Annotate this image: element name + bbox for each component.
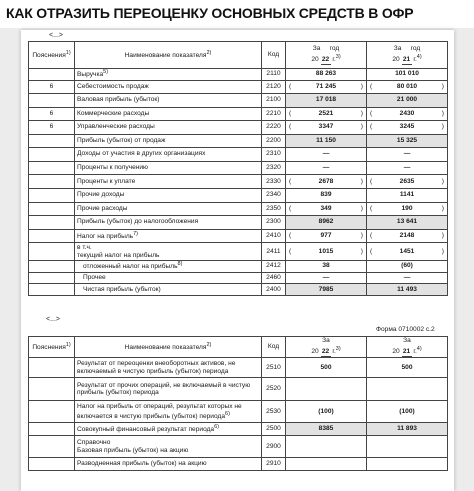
cell-name: [75, 202, 262, 216]
value-text: 2678: [318, 177, 334, 185]
cell-value-period-2: [367, 148, 448, 162]
table-row: [29, 272, 448, 284]
footnote-mark: 7): [133, 230, 139, 237]
cell-note: [29, 401, 75, 423]
name-line-2: Базовая прибыль (убыток) на акцию: [77, 446, 189, 454]
cell-name: [75, 229, 262, 243]
cell-name: [75, 284, 262, 296]
cell-name: [75, 161, 262, 175]
table-row: [29, 69, 448, 81]
cell-code: 2120: [262, 80, 286, 94]
cell-code: 2411: [262, 243, 286, 261]
cell-code: 2510: [262, 358, 286, 378]
cell-name: [75, 148, 262, 162]
cell-note: [29, 134, 75, 148]
name-text: Налог на прибыль: [77, 233, 134, 241]
cell-value-period-1: [286, 69, 367, 81]
paren-close: ): [360, 247, 363, 255]
cell-value-period-2: [367, 216, 448, 230]
cell-name: [75, 94, 262, 108]
paren-open: (: [370, 109, 373, 117]
value-text: 2148: [399, 231, 415, 239]
page-title: КАК ОТРАЗИТЬ ПЕРЕОЦЕНКУ ОСНОВНЫХ СРЕДСТВ В ОФР: [6, 5, 414, 21]
value-text: 3245: [399, 123, 415, 131]
cell-value-period-1: [286, 161, 367, 175]
name-text: Проценты к уплате: [77, 177, 136, 185]
ellipsis-middle: <...>: [46, 316, 61, 323]
value-text: (60): [401, 262, 413, 270]
name-text: Проценты к получению: [77, 163, 149, 171]
name-text: Налог на прибыль от операций, результат которых не включается в чистую прибыль (убыток) периода: [77, 403, 242, 420]
value-text: —: [322, 273, 330, 281]
cell-value-period-2: [367, 202, 448, 216]
name-text: отложенный налог на прибыль: [83, 263, 178, 271]
cell-value-period-1: [286, 284, 367, 296]
paren-open: (: [370, 247, 373, 255]
cell-name: [75, 69, 262, 81]
paren-open: (: [370, 204, 373, 212]
paren-close: ): [441, 123, 444, 131]
paren-open: (: [370, 123, 373, 131]
cell-note: [29, 423, 75, 436]
value-text: 38: [322, 262, 330, 270]
cell-note: 6: [29, 107, 75, 121]
cell-note: [29, 161, 75, 175]
cell-name: [75, 378, 262, 401]
cell-value-period-2: [367, 175, 448, 189]
cell-value-period-1: [286, 436, 367, 458]
value-text: 977: [320, 231, 332, 239]
cell-note: [29, 69, 75, 81]
cell-note: [29, 261, 75, 273]
name-text: Прибыль (убыток) до налогообложения: [77, 218, 199, 226]
name-text: Прочие расходы: [77, 204, 128, 212]
value-text: 3347: [318, 123, 334, 131]
paren-close: ): [360, 177, 363, 185]
table-row: [29, 94, 448, 108]
table-header-row: [29, 42, 448, 69]
cell-note: [29, 358, 75, 378]
report-sheet: [21, 30, 454, 491]
name-text: Себестоимость продаж: [77, 82, 149, 90]
name-line-1: Справочно: [77, 439, 111, 447]
table-row: [29, 436, 448, 458]
name-text: Прибыль (убыток) от продаж: [77, 136, 166, 144]
table2-header-row: [29, 337, 448, 358]
header-notes: Пояснения$^{1)}$: [29, 337, 75, 358]
cell-note: [29, 216, 75, 230]
value-text: 2635: [399, 177, 415, 185]
table-row: [29, 148, 448, 162]
table-row: [29, 358, 448, 378]
value-text: —: [403, 273, 411, 281]
cell-note: [29, 272, 75, 284]
header-period-1: За год 20 22 г.$^{3)}$: [286, 42, 367, 69]
cell-name: [75, 134, 262, 148]
table-row: [29, 107, 448, 121]
cell-name: [75, 261, 262, 273]
value-text: 839: [320, 191, 332, 199]
table-row: [29, 261, 448, 273]
cell-code: 2210: [262, 107, 286, 121]
cell-value-period-1: [286, 458, 367, 471]
cell-value-period-2: 11 893: [367, 423, 448, 436]
cell-code: 2500: [262, 423, 286, 436]
paren-open: (: [370, 231, 373, 239]
paren-close: ): [441, 177, 444, 185]
cell-value-period-2: [367, 458, 448, 471]
cell-code: 2320: [262, 161, 286, 175]
cell-note: [29, 202, 75, 216]
footnote-mark: 6): [214, 424, 219, 431]
cell-code: 2400: [262, 284, 286, 296]
value-text: 17 018: [315, 96, 337, 104]
cell-name: [75, 107, 262, 121]
footnote-mark: 6): [225, 410, 230, 417]
paren-open: (: [370, 177, 373, 185]
cell-code: 2310: [262, 148, 286, 162]
name-text: Результат от переоценки внеоборотных активов, не включаемый в чистую прибыль (убыток) периода: [77, 360, 236, 375]
form-label: Форма 0710002 с.2: [376, 326, 435, 333]
name-text: Валовая прибыль (убыток): [77, 96, 160, 104]
title-bar: [0, 0, 474, 28]
comprehensive-result-table: [28, 336, 448, 471]
income-statement-table: [28, 41, 448, 296]
footnote-mark: 8): [177, 261, 183, 268]
table-row: [29, 423, 448, 436]
table-row: [29, 134, 448, 148]
cell-value-period-2: [367, 284, 448, 296]
table-row: [29, 401, 448, 423]
name-text: Результат от прочих операций, не включаемый в чистую прибыль (убыток) периода: [77, 381, 251, 397]
cell-code: 2100: [262, 94, 286, 108]
cell-value-period-1: [286, 80, 367, 94]
cell-code: 2410: [262, 229, 286, 243]
name-line-2: текущий налог на прибыль: [77, 251, 160, 259]
cell-name: [75, 121, 262, 135]
value-text: 8962: [318, 218, 334, 226]
cell-name: [75, 401, 262, 423]
paren-open: (: [289, 231, 292, 239]
cell-value-period-1: [286, 202, 367, 216]
cell-name: [75, 175, 262, 189]
value-text: 7985: [318, 285, 334, 293]
name-text: Совокупный финансовый результат периода: [77, 426, 215, 434]
cell-value-period-2: [367, 272, 448, 284]
header-period-2: За 20 21 г.$^{4)}$: [367, 337, 448, 358]
table-row: [29, 229, 448, 243]
cell-note: [29, 243, 75, 261]
cell-code: 2350: [262, 202, 286, 216]
cell-value-period-2: (100): [367, 401, 448, 423]
paren-open: (: [289, 177, 292, 185]
header-period-1: За 20 22 г.$^{3)}$: [286, 337, 367, 358]
cell-value-period-2: [367, 94, 448, 108]
value-text: 190: [401, 204, 413, 212]
value-text: 2430: [399, 109, 415, 117]
value-text: 11 150: [316, 136, 336, 144]
name-text: Разводненная прибыль (убыток) на акцию: [77, 460, 207, 468]
value-text: 88 263: [315, 70, 337, 78]
table-row: [29, 284, 448, 296]
cell-value-period-1: (100): [286, 401, 367, 423]
cell-value-period-1: [286, 94, 367, 108]
cell-code: 2340: [262, 189, 286, 203]
cell-note: [29, 229, 75, 243]
name-text: Прочее: [83, 273, 106, 281]
value-text: 1015: [318, 247, 334, 255]
table-row: [29, 202, 448, 216]
paren-close: ): [441, 204, 444, 212]
cell-value-period-1: [286, 148, 367, 162]
paren-close: ): [360, 82, 363, 90]
cell-note: [29, 148, 75, 162]
table-row: [29, 189, 448, 203]
cell-value-period-1: [286, 272, 367, 284]
value-text: 1141: [399, 191, 415, 199]
value-text: —: [403, 150, 411, 158]
cell-value-period-2: [367, 436, 448, 458]
footnote-mark: 5): [103, 69, 109, 76]
value-text: —: [322, 150, 330, 158]
header-name: Наименование показателя$^{2)}$: [75, 337, 262, 358]
paren-close: ): [360, 123, 363, 131]
paren-open: (: [289, 82, 292, 90]
header-name: Наименование показателя$^{2)}$: [75, 42, 262, 69]
cell-value-period-1: 8385: [286, 423, 367, 436]
table-row: [29, 121, 448, 135]
cell-name: [75, 189, 262, 203]
paren-open: (: [289, 204, 292, 212]
cell-value-period-1: 500: [286, 358, 367, 378]
cell-value-period-1: [286, 189, 367, 203]
header-period-2: За год 20 21 г.$^{4)}$: [367, 42, 448, 69]
cell-code: 2460: [262, 272, 286, 284]
paren-close: ): [441, 82, 444, 90]
cell-value-period-1: [286, 243, 367, 261]
cell-value-period-2: [367, 134, 448, 148]
cell-value-period-1: [286, 107, 367, 121]
paren-open: (: [289, 247, 292, 255]
cell-value-period-2: [367, 243, 448, 261]
table-row: [29, 80, 448, 94]
header-code: Код: [262, 42, 286, 69]
cell-code: 2200: [262, 134, 286, 148]
cell-code: 2900: [262, 436, 286, 458]
cell-name: [75, 458, 262, 471]
cell-value-period-1: [286, 378, 367, 401]
value-text: 71 245: [315, 82, 337, 90]
cell-name: [75, 272, 262, 284]
cell-value-period-2: [367, 378, 448, 401]
cell-value-period-2: [367, 229, 448, 243]
cell-value-period-1: [286, 134, 367, 148]
cell-code: 2220: [262, 121, 286, 135]
paren-close: ): [360, 231, 363, 239]
name-line-1: в т.ч.: [77, 243, 92, 251]
cell-name: [75, 358, 262, 378]
cell-code: 2110: [262, 69, 286, 81]
value-text: —: [322, 163, 330, 171]
cell-code: 2330: [262, 175, 286, 189]
cell-code: 2412: [262, 261, 286, 273]
paren-close: ): [441, 109, 444, 117]
cell-value-period-2: [367, 69, 448, 81]
value-text: 1451: [399, 247, 415, 255]
cell-note: 6: [29, 121, 75, 135]
name-text: Управленческие расходы: [77, 123, 155, 131]
cell-value-period-2: 500: [367, 358, 448, 378]
cell-note: [29, 189, 75, 203]
value-text: 101 010: [395, 70, 419, 78]
cell-value-period-2: [367, 121, 448, 135]
name-text: Выручка: [77, 71, 104, 79]
ellipsis-top: <...>: [49, 32, 64, 39]
cell-note: [29, 458, 75, 471]
cell-value-period-1: [286, 121, 367, 135]
cell-value-period-2: [367, 80, 448, 94]
value-text: 11 493: [397, 285, 417, 293]
cell-note: [29, 94, 75, 108]
cell-value-period-1: [286, 229, 367, 243]
paren-open: (: [289, 123, 292, 131]
paren-open: (: [289, 109, 292, 117]
cell-code: 2520: [262, 378, 286, 401]
value-text: 2521: [318, 109, 334, 117]
paren-close: ): [360, 109, 363, 117]
value-text: 15 325: [396, 136, 418, 144]
paren-close: ): [441, 231, 444, 239]
header-code: Код: [262, 337, 286, 358]
cell-value-period-2: [367, 189, 448, 203]
name-text: Чистая прибыль (убыток): [83, 285, 161, 293]
cell-note: [29, 436, 75, 458]
cell-name: [75, 436, 262, 458]
cell-value-period-1: [286, 261, 367, 273]
table-row: [29, 378, 448, 401]
table-row: [29, 216, 448, 230]
name-text: Доходы от участия в других организациях: [77, 150, 206, 158]
value-text: 13 641: [396, 218, 418, 226]
cell-value-period-2: [367, 161, 448, 175]
cell-name: [75, 423, 262, 436]
table-row: [29, 175, 448, 189]
value-text: 349: [320, 204, 332, 212]
table-row: [29, 243, 448, 261]
paren-open: (: [370, 82, 373, 90]
cell-code: 2530: [262, 401, 286, 423]
paren-close: ): [360, 204, 363, 212]
value-text: 80 010: [396, 82, 418, 90]
header-notes: Пояснения$^{1)}$: [29, 42, 75, 69]
cell-note: [29, 175, 75, 189]
cell-value-period-1: [286, 216, 367, 230]
cell-value-period-1: [286, 175, 367, 189]
cell-code: 2910: [262, 458, 286, 471]
cell-name: [75, 216, 262, 230]
cell-code: 2300: [262, 216, 286, 230]
name-text: Прочие доходы: [77, 191, 125, 199]
value-text: 21 000: [396, 96, 418, 104]
name-text: Коммерческие расходы: [77, 109, 150, 117]
cell-name: [75, 80, 262, 94]
cell-note: 6: [29, 80, 75, 94]
cell-name: [75, 243, 262, 261]
cell-value-period-2: [367, 107, 448, 121]
table-row: [29, 161, 448, 175]
cell-note: [29, 284, 75, 296]
table-row: [29, 458, 448, 471]
cell-value-period-2: [367, 261, 448, 273]
cell-note: [29, 378, 75, 401]
value-text: —: [403, 163, 411, 171]
paren-close: ): [441, 247, 444, 255]
